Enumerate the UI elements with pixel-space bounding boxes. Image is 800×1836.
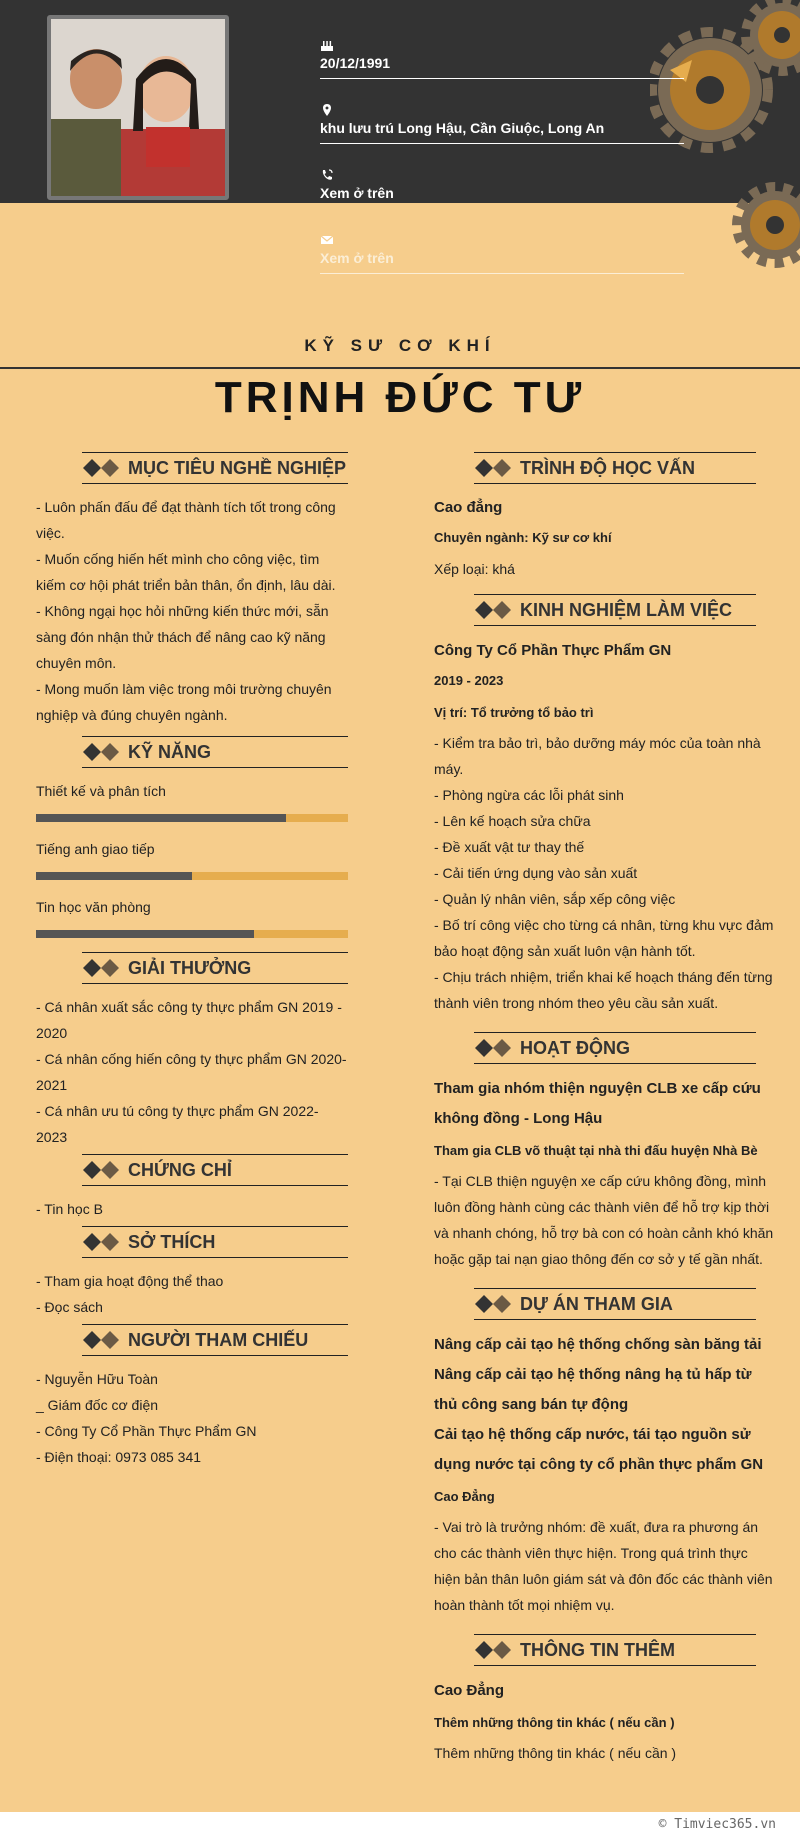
section-title: TRÌNH ĐỘ HỌC VẤN (520, 458, 695, 478)
experience-line: - Phòng ngừa các lỗi phát sinh (434, 787, 624, 803)
section-skills-header (82, 736, 348, 768)
experience-line: - Cải tiến ứng dụng vào sản xuất (434, 865, 638, 881)
job-title: KỸ SƯ CƠ KHÍ (304, 336, 496, 355)
diamond-bullet-icon (82, 958, 120, 978)
diamond-bullet-icon (474, 1640, 512, 1660)
diamond-bullet-icon (474, 600, 512, 620)
section-title: THÔNG TIN THÊM (520, 1640, 675, 1660)
section-title: GIẢI THƯỞNG (128, 958, 252, 978)
dob-field (320, 30, 684, 79)
activity-subheading: Tham gia CLB võ thuật tại nhà thi đấu huyện Nhà Bè (434, 1143, 758, 1158)
experience-line: - Lên kế hoạch sửa chữa (434, 813, 591, 829)
address-field (320, 95, 684, 144)
section-title: HOẠT ĐỘNG (520, 1038, 630, 1058)
certificate-line: - Tin học B (36, 1201, 103, 1217)
section-certificates-header (82, 1154, 348, 1186)
watermark-text: © Timviec365.vn (658, 1817, 776, 1832)
section-title: NGƯỜI THAM CHIẾU (128, 1330, 309, 1350)
phone-field (320, 160, 684, 208)
experience-line: - Bố trí công việc cho từng cá nhân, từng khu vực đảm bảo hoạt động sản xuất luôn vận hành tốt. (434, 917, 774, 959)
experience-position: Vị trí: Tổ trưởng tổ bảo trì (434, 705, 594, 720)
map-pin-icon (320, 95, 684, 117)
envelope-icon (320, 225, 684, 247)
right-column (434, 452, 774, 1766)
skill-bar (36, 872, 348, 880)
objective-line: - Mong muốn làm việc trong môi trường chuyên nghiệp và đúng chuyên ngành. (36, 681, 332, 723)
award-line: - Cá nhân xuất sắc công ty thực phẩm GN 2019 - 2020 (36, 999, 342, 1041)
section-extra-header (474, 1634, 756, 1666)
diamond-bullet-icon (474, 1294, 512, 1314)
dob-value: 20/12/1991 (320, 52, 684, 79)
extra-heading: Cao Đẳng (434, 1682, 505, 1699)
section-title: KINH NGHIỆM LÀM VIỆC (520, 600, 733, 620)
objective-line: - Muốn cống hiến hết mình cho công việc, tìm kiếm cơ hội phát triển bản thân, ổn định, lâu dài. (36, 551, 336, 593)
section-education-header (474, 452, 756, 484)
skill-bar (36, 930, 348, 938)
diamond-bullet-icon (474, 458, 512, 478)
birthday-cake-icon (320, 30, 684, 52)
project-item: Cải tạo hệ thống cấp nước, tái tạo nguồn sử dụng nước tại công ty cổ phần thực phẩm GN (434, 1426, 764, 1473)
experience-line: - Quản lý nhân viên, sắp xếp công việc (434, 891, 676, 907)
award-line: - Cá nhân cống hiến công ty thực phẩm GN 2020-2021 (36, 1051, 347, 1093)
address-value: khu lưu trú Long Hậu, Cần Giuộc, Long An (320, 117, 684, 144)
project-item: Nâng cấp cải tạo hệ thống nâng hạ tủ hấp từ thủ công sang bán tự động (434, 1366, 752, 1413)
project-role-heading: Cao Đẳng (434, 1489, 495, 1504)
section-title: CHỨNG CHỈ (128, 1160, 232, 1180)
reference-line: - Công Ty Cổ Phần Thực Phẩm GN (36, 1423, 257, 1439)
section-references-header (82, 1324, 348, 1356)
section-hobbies-header (82, 1226, 348, 1258)
phone-icon (320, 160, 684, 182)
extra-text: Thêm những thông tin khác ( nếu cần ) (434, 1745, 677, 1761)
skill-label: Thiết kế và phân tích (36, 783, 166, 799)
experience-period: 2019 - 2023 (434, 673, 504, 688)
objective-line: - Luôn phấn đấu để đạt thành tích tốt trong công việc. (36, 499, 336, 541)
experience-line: - Chịu trách nhiệm, triển khai kế hoạch tháng đến từng thành viên trong nhóm theo yêu cầu sản xuất. (434, 969, 773, 1011)
education-major: Chuyên ngành: Kỹ sư cơ khí (434, 530, 612, 545)
reference-line: - Nguyễn Hữu Toàn (36, 1371, 158, 1387)
experience-line: - Kiểm tra bảo trì, bảo dưỡng máy móc của toàn nhà máy. (434, 735, 761, 777)
section-title: KỸ NĂNG (128, 742, 212, 762)
hobby-line: - Đọc sách (36, 1299, 103, 1315)
section-projects-header (474, 1288, 756, 1320)
phone-value: Xem ở trên (320, 185, 394, 201)
profile-photo (47, 15, 229, 200)
section-title: SỞ THÍCH (128, 1232, 216, 1252)
education-school: Cao đẳng (434, 499, 503, 516)
skill-bar (36, 814, 348, 822)
section-activities-header (474, 1032, 756, 1064)
experience-company: Công Ty Cổ Phần Thực Phẩm GN (434, 642, 672, 659)
section-experience-header (474, 594, 756, 626)
diamond-bullet-icon (82, 1160, 120, 1180)
section-title: DỰ ÁN THAM GIA (520, 1294, 673, 1314)
reference-line: _ Giám đốc cơ điện (36, 1397, 159, 1413)
hobby-line: - Tham gia hoạt động thể thao (36, 1273, 224, 1289)
experience-line: - Đề xuất vật tư thay thế (434, 839, 585, 855)
diamond-bullet-icon (82, 1330, 120, 1350)
section-title: MỤC TIÊU NGHỀ NGHIỆP (128, 458, 347, 478)
email-value: Xem ở trên (320, 247, 684, 274)
skill-label: Tin học văn phòng (36, 899, 151, 915)
section-objective-header (82, 452, 348, 484)
reference-line: - Điện thoại: 0973 085 341 (36, 1449, 202, 1465)
skill-bar-fill (36, 872, 192, 880)
footer (0, 1812, 800, 1836)
skill-label: Tiếng anh giao tiếp (36, 841, 155, 857)
diamond-bullet-icon (474, 1038, 512, 1058)
award-line: - Cá nhân ưu tú công ty thực phẩm GN 2022-2023 (36, 1103, 319, 1145)
diamond-bullet-icon (82, 742, 120, 762)
diamond-bullet-icon (82, 458, 120, 478)
project-role-text: - Vai trò là trưởng nhóm: đề xuất, đưa ra phương án cho các thành viên thực hiện. Trong quá trình thực hiện bản thân luôn giám sát và đôn đốc các thành viên hoàn thành tốt mọi nhiệm vụ. (434, 1519, 773, 1613)
project-item: Nâng cấp cải tạo hệ thống chống sàn băng tải (434, 1336, 762, 1353)
divider (0, 367, 800, 369)
activity-heading: Tham gia nhóm thiện nguyện CLB xe cấp cứu không đồng - Long Hậu (434, 1080, 761, 1127)
diamond-bullet-icon (82, 1232, 120, 1252)
skill-bar-fill (36, 930, 254, 938)
activity-text: - Tại CLB thiện nguyện xe cấp cứu không đồng, mình luôn đồng hành cùng các thành viên để hỗ trợ kịp thời và nhanh chóng, hỗ trợ bà con có hoàn cảnh khó khăn hoặc gặp tai nạn giao thông đến cơ sở y tế gần nhất. (434, 1173, 774, 1267)
skill-bar-fill (36, 814, 286, 822)
left-column (36, 452, 348, 1470)
education-grade: Xếp loại: khá (434, 561, 515, 577)
objective-line: - Không ngại học hỏi những kiến thức mới, sẵn sàng đón nhận thử thách để nâng cao kỹ năng chuyên môn. (36, 603, 329, 671)
section-awards-header (82, 952, 348, 984)
candidate-name: TRỊNH ĐỨC TƯ (214, 373, 586, 422)
extra-subheading: Thêm những thông tin khác ( nếu cần ) (434, 1715, 675, 1730)
email-field (320, 225, 684, 274)
